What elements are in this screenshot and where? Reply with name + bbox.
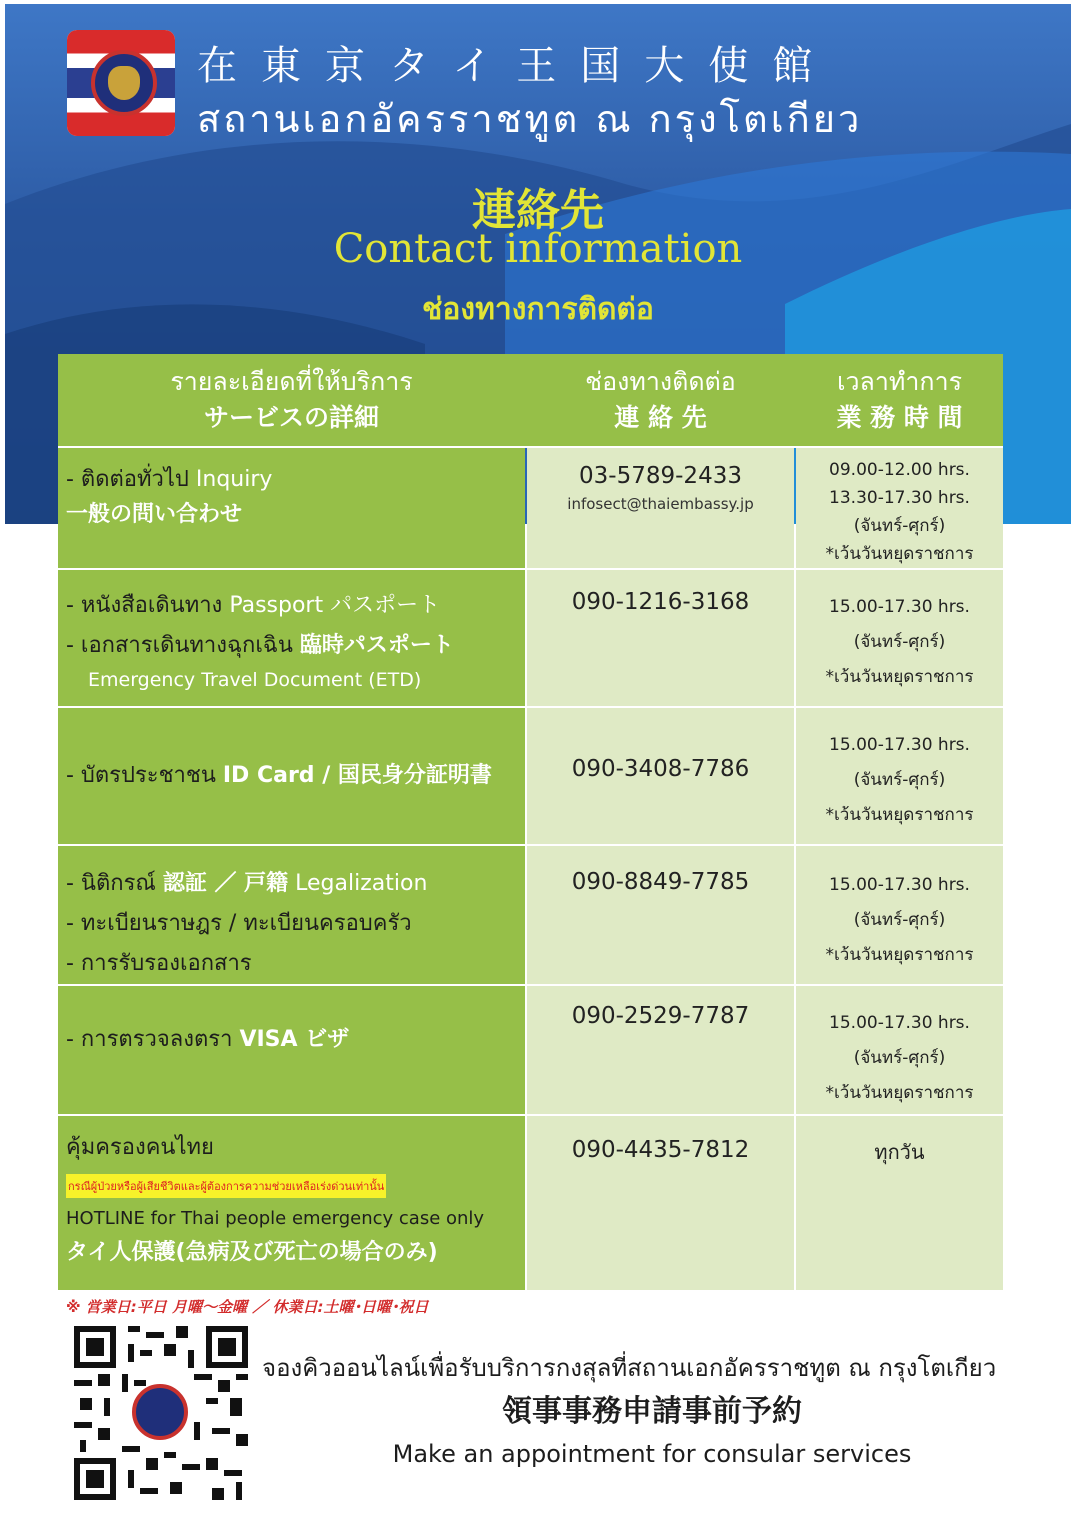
table-row (58, 570, 1003, 706)
column-header-hours-ja: 業 務 時 間 (836, 403, 963, 432)
hotline-phone-number[interactable]: 090-4435-7812 (571, 1137, 750, 1163)
hours-holiday-note: *เว้นวันหยุดราชการ (825, 805, 974, 825)
embassy-title-th: สถานเอกอัครราชทูต ณ กรุงโตเกียว (197, 97, 863, 141)
column-header-service-th: รายละเอียดที่ให้บริการ (170, 367, 413, 396)
hours-everyday: ทุกวัน (874, 1140, 925, 1164)
column-header-contact-ja: 連 絡 先 (614, 403, 707, 432)
hours-days: (จันทร์-ศุกร์) (853, 910, 946, 930)
heading-th: ช่องทางการติดต่อ (422, 292, 654, 327)
service-label: - การรับรองเอกสาร (66, 951, 252, 976)
service-label-ja: 一般の問い合わせ (66, 502, 243, 527)
heading-ja: 連絡先 (472, 185, 604, 236)
hours-line: 15.00-17.30 hrs. (829, 597, 970, 617)
hours-days: (จันทร์-ศุกร์) (853, 1048, 946, 1068)
hotline-label-ja: タイ人保護(急病及び死亡の場合のみ) (66, 1240, 438, 1265)
appointment-text-en: Make an appointment for consular services (392, 1440, 912, 1468)
hotline-label-en: HOTLINE for Thai people emergency case only (66, 1208, 485, 1229)
column-header-hours-th: เวลาทำการ (836, 367, 963, 396)
hours-cell (796, 708, 1003, 844)
emergency-highlight: กรณีผู้ป่วยหรือผู้เสียชีวิตและผู้ต้องการความช่วยเหลือเร่งด่วนเท่านั้น (66, 1174, 386, 1198)
hours-holiday-note: *เว้นวันหยุดราชการ (825, 945, 974, 965)
column-header-service-ja: サービスの詳細 (203, 403, 379, 432)
phone-number[interactable]: 03-5789-2433 (579, 463, 742, 489)
service-label-en: Inquiry (195, 467, 273, 492)
email-address[interactable]: infosect@thaiembassy.jp (567, 495, 754, 513)
table-row (58, 1116, 1003, 1290)
column-header-hours (796, 354, 1003, 446)
service-label-en: Passport パスポート (229, 593, 441, 618)
service-label-ja: 臨時パスポート (299, 633, 454, 658)
service-cell (58, 708, 525, 844)
service-label-etd: Emergency Travel Document (ETD) (88, 669, 422, 691)
contact-table (58, 354, 1003, 1290)
phone-number[interactable]: 090-2529-7787 (571, 1003, 750, 1029)
service-label: - เอกสารเดินทางฉุกเฉิน (66, 633, 293, 658)
contact-cell (527, 448, 794, 568)
service-label: - ทะเบียนราษฎร / ทะเบียนครอบครัว (66, 911, 412, 936)
phone-number[interactable]: 090-1216-3168 (571, 589, 750, 615)
phone-number[interactable]: 090-3408-7786 (571, 756, 750, 782)
contact-cell (527, 986, 794, 1114)
column-header-contact-th: ช่องทางติดต่อ (585, 367, 736, 396)
hours-line: 15.00-17.30 hrs. (829, 735, 970, 755)
table-row (58, 708, 1003, 844)
hours-line: 13.30-17.30 hrs. (829, 488, 970, 508)
service-cell (58, 846, 525, 984)
table-row (58, 846, 1003, 984)
service-label-en: VISA ビザ (239, 1027, 350, 1052)
service-label: คุ้มครองคนไทย (66, 1135, 214, 1160)
column-header-contact (527, 354, 794, 446)
embassy-emblem-icon (132, 1384, 188, 1440)
hours-cell (796, 846, 1003, 984)
hours-cell (796, 570, 1003, 706)
hours-line: 15.00-17.30 hrs. (829, 1013, 970, 1033)
column-header-service (58, 354, 525, 446)
table-header-row (58, 354, 1003, 446)
business-days-note: ※ 営業日:平日 月曜〜金曜 ／ 休業日:土曜･日曜･祝日 (66, 1298, 429, 1316)
service-label-en: ID Card / 国民身分証明書 (222, 763, 492, 788)
hours-days: (จันทร์-ศุกร์) (853, 516, 946, 536)
service-label: - หนังสือเดินทาง (66, 593, 223, 618)
table-row (58, 448, 1003, 568)
service-cell (58, 570, 525, 706)
hours-holiday-note: *เว้นวันหยุดราชการ (825, 544, 974, 564)
contact-cell (527, 708, 794, 844)
hours-cell (796, 986, 1003, 1114)
contact-cell (527, 846, 794, 984)
contact-cell (527, 1116, 794, 1290)
service-cell (58, 448, 525, 568)
table-row (58, 986, 1003, 1114)
service-cell (58, 986, 525, 1114)
hours-holiday-note: *เว้นวันหยุดราชการ (825, 667, 974, 687)
contact-cell (527, 570, 794, 706)
service-cell (58, 1116, 525, 1290)
appointment-text-ja: 領事事務申請事前予約 (502, 1394, 802, 1429)
hours-days: (จันทร์-ศุกร์) (853, 632, 946, 652)
service-label-en: Legalization (295, 871, 428, 896)
service-label: - ติดต่อทั่วไป (66, 467, 189, 492)
service-label: - นิติกรณ์ (66, 871, 156, 896)
hours-holiday-note: *เว้นวันหยุดราชการ (825, 1083, 974, 1103)
appointment-text-th: จองคิวออนไลน์เพื่อรับบริการกงสุลที่สถานเอกอัครราชทูต ณ กรุงโตเกียว (262, 1354, 997, 1382)
service-label: - บัตรประชาชน (66, 763, 216, 788)
embassy-title-ja: 在東京タイ王国大使館 (197, 43, 837, 89)
hours-line: 09.00-12.00 hrs. (829, 460, 970, 480)
hours-days: (จันทร์-ศุกร์) (853, 770, 946, 790)
heading-en: Contact information (333, 226, 743, 272)
hours-cell (796, 448, 1003, 568)
hours-cell (796, 1116, 1003, 1290)
hours-line: 15.00-17.30 hrs. (829, 875, 970, 895)
phone-number[interactable]: 090-8849-7785 (571, 869, 750, 895)
service-label-ja: 認証 ／ 戸籍 (162, 871, 289, 896)
service-label: - การตรวจลงตรา (66, 1027, 233, 1052)
embassy-logo-icon (67, 30, 175, 136)
